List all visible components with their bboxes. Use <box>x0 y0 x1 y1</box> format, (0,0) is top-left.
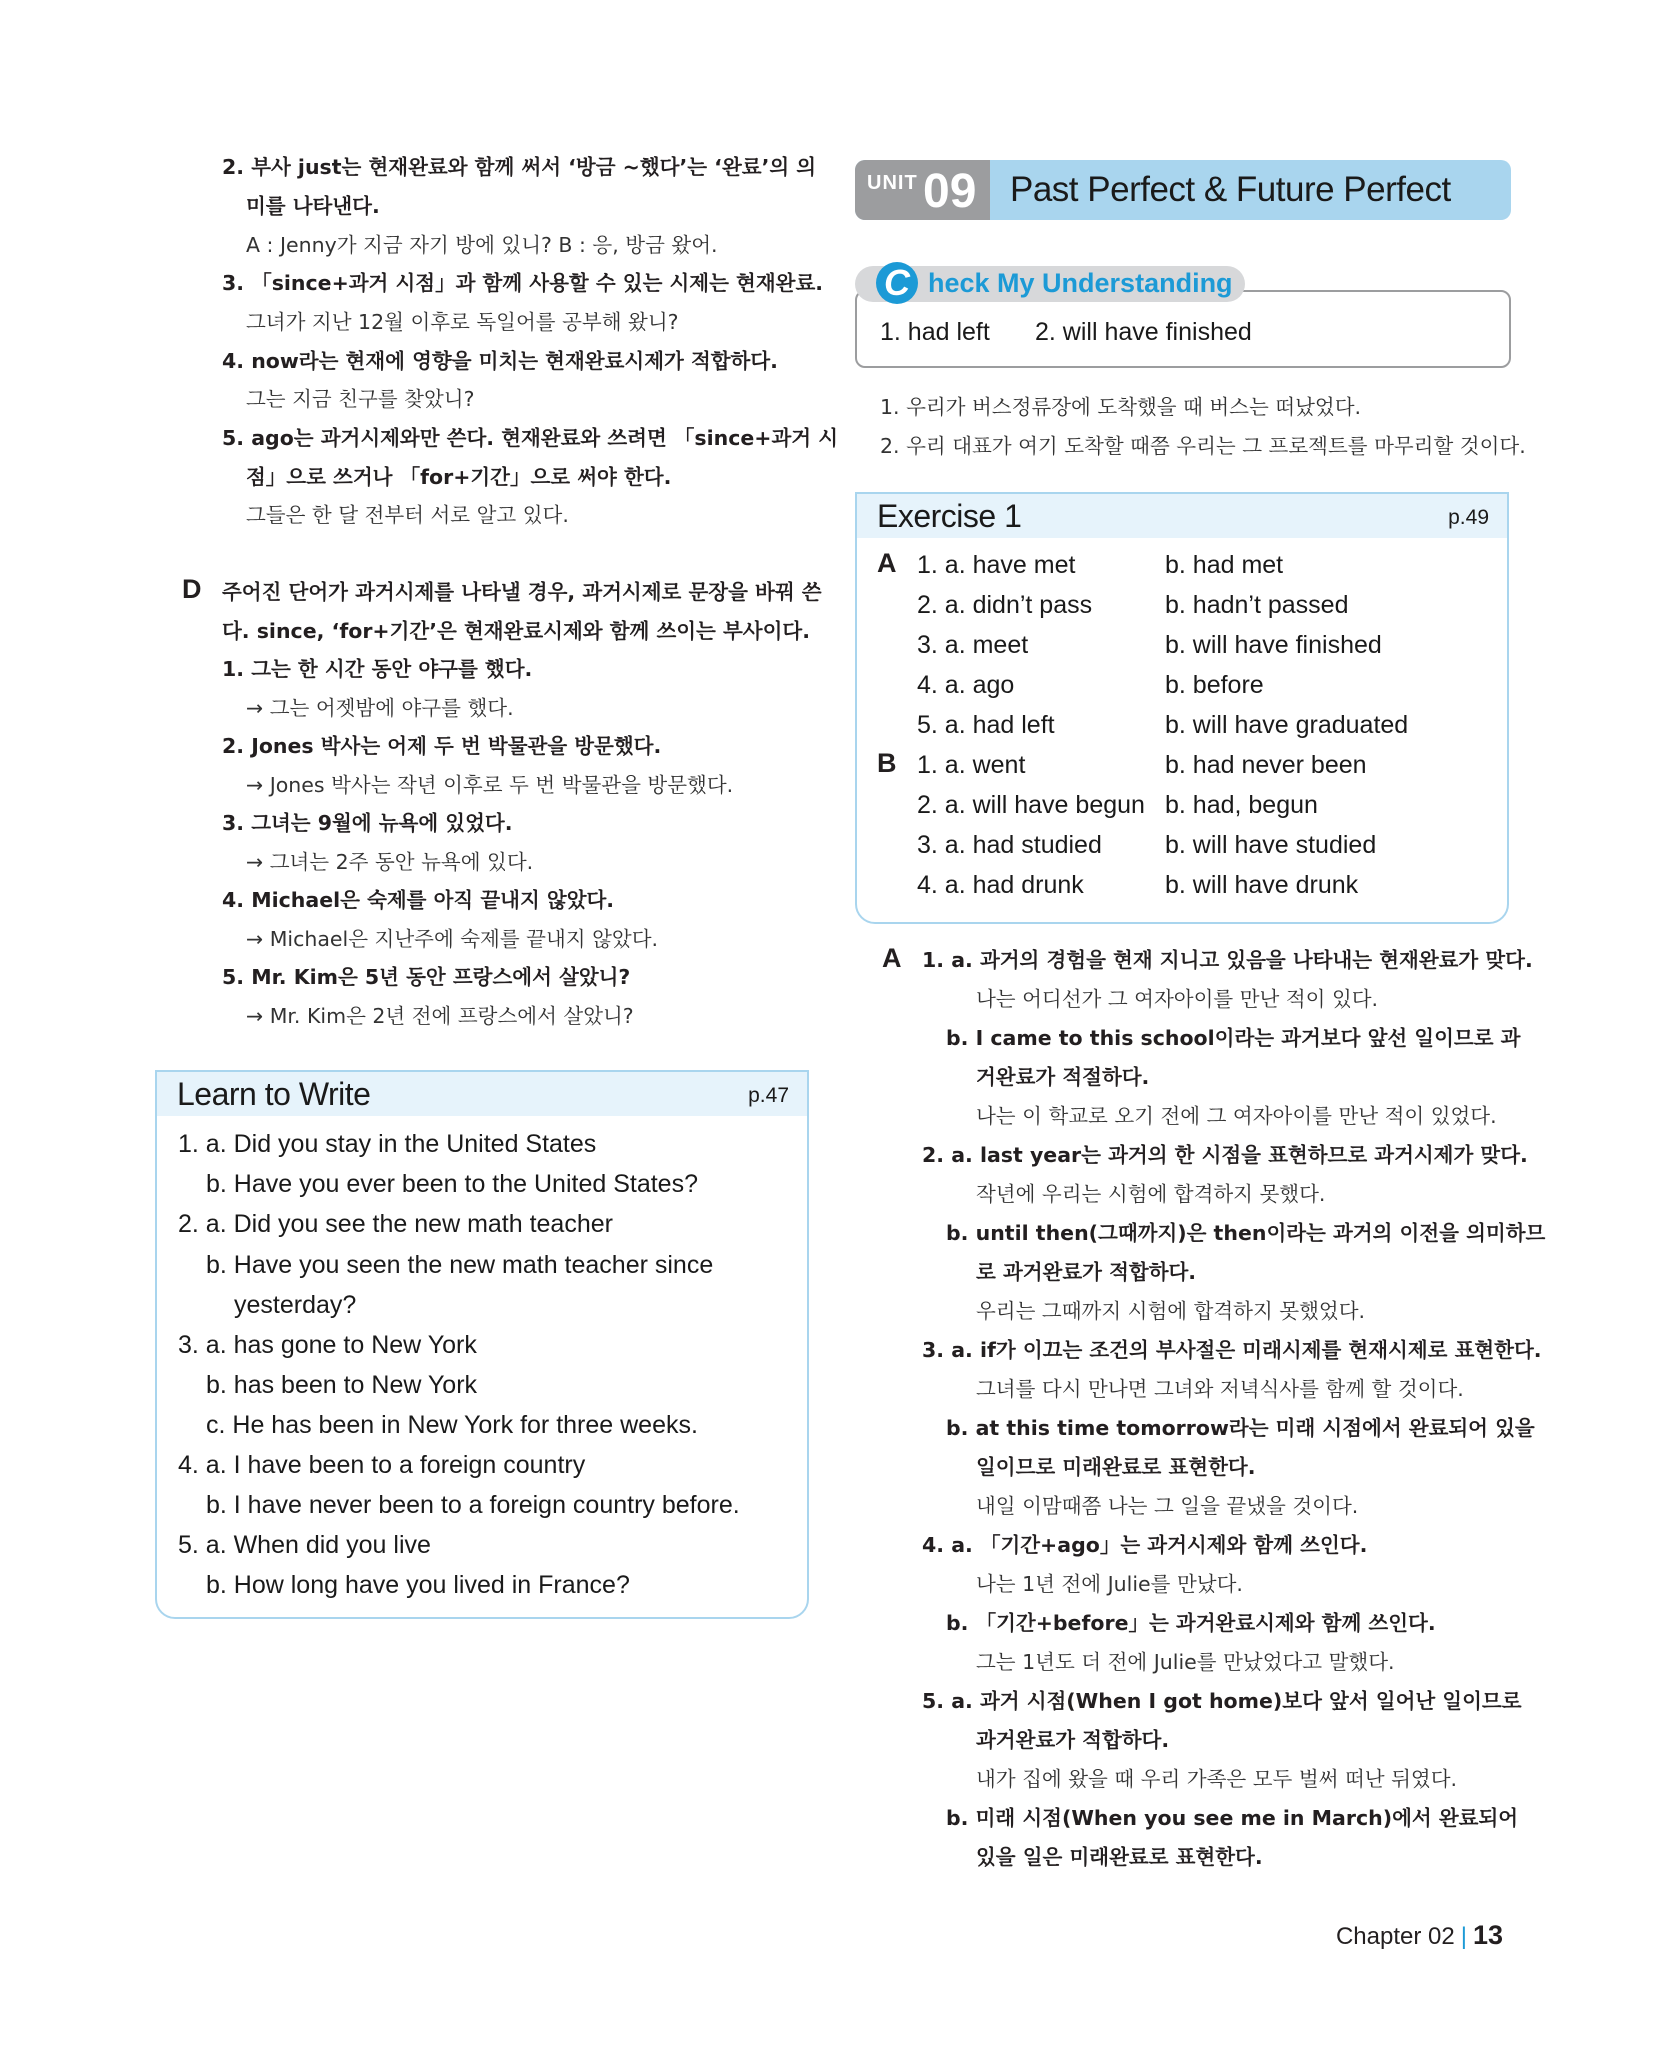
answer-line: 5. a. When did you live <box>178 1531 431 1559</box>
text-line: 점」으로 쓰거나 「for+기간」으로 써야 한다. <box>246 465 672 489</box>
answer-a: 3. a. meet <box>917 631 1029 659</box>
text-line: 다. since, ‘for+기간’은 현재완료시제와 함께 쓰이는 부사이다. <box>222 619 810 643</box>
check-understanding-title: heck My Understanding <box>928 268 1233 298</box>
text-line: b. until then(그때까지)은 then이라는 과거의 이전을 의미하므 <box>946 1221 1546 1245</box>
chapter-label: Chapter 02 <box>1335 1923 1455 1950</box>
text-line: b. 미래 시점(When you see me in March)에서 완료되어 <box>946 1806 1519 1830</box>
answer-line: b. I have never been to a foreign country before. <box>206 1491 740 1519</box>
answer-b: b. had met <box>1165 551 1284 579</box>
answer-b: b. will have studied <box>1165 831 1377 859</box>
unit-header <box>855 160 1511 220</box>
answer-b: b. will have finished <box>1165 631 1382 659</box>
text-line: 1. a. 과거의 경험을 현재 지니고 있음을 나타내는 현재완료가 맞다. <box>922 948 1533 972</box>
box-title: Learn to Write <box>177 1076 371 1112</box>
text-line: b. I came to this school이라는 과거보다 앞선 일이므로 과 <box>946 1026 1521 1050</box>
text-line: 내일 이맘때쯤 나는 그 일을 끝냈을 것이다. <box>976 1494 1359 1518</box>
answer-a: 1. a. went <box>917 751 1026 779</box>
text-line: 5. Mr. Kim은 5년 동안 프랑스에서 살았니? <box>222 965 631 989</box>
text-line: 주어진 단어가 과거시제를 나타낼 경우, 과거시제로 문장을 바꿔 쓴 <box>222 580 822 604</box>
text-line: 3. 그녀는 9월에 뉴욕에 있었다. <box>222 811 513 835</box>
text-line: 그는 1년도 더 전에 Julie를 만났었다고 말했다. <box>976 1650 1395 1674</box>
text-line: 4. a. 「기간+ago」는 과거시제와 함께 쓰인다. <box>922 1533 1368 1557</box>
check-note: 2. 우리 대표가 여기 도착할 때쯤 우리는 그 프로젝트를 마무리할 것이다. <box>880 434 1526 458</box>
answer-line: b. How long have you lived in France? <box>206 1571 630 1599</box>
text-line: → Mr. Kim은 2년 전에 프랑스에서 살았니? <box>246 1004 634 1028</box>
page-reference: p.47 <box>748 1084 789 1107</box>
answer-a: 5. a. had left <box>917 711 1055 739</box>
answer-a: 4. a. ago <box>917 671 1015 699</box>
text-line: 나는 이 학교로 오기 전에 그 여자아이를 만난 적이 있었다. <box>976 1104 1497 1128</box>
box-header <box>157 1072 807 1116</box>
answer-line: b. has been to New York <box>206 1371 478 1399</box>
answer-a: 3. a. had studied <box>917 831 1102 859</box>
text-line: 과거완료가 적합하다. <box>976 1728 1170 1752</box>
text-line: 우리는 그때까지 시험에 합격하지 못했었다. <box>976 1299 1366 1323</box>
text-line: A : Jenny가 지금 자기 방에 있니? B : 응, 방금 왔어. <box>246 233 718 257</box>
answer-a: 1. a. have met <box>917 551 1076 579</box>
answer-line: 2. a. Did you see the new math teacher <box>178 1210 613 1238</box>
text-line: 그들은 한 달 전부터 서로 알고 있다. <box>246 503 569 527</box>
answer-a: 4. a. had drunk <box>917 871 1084 899</box>
page-footer <box>1336 1920 1503 1951</box>
text-line: 4. Michael은 숙제를 아직 끝내지 않았다. <box>222 888 615 912</box>
text-line: 5. ago는 과거시제와만 쓴다. 현재완료와 쓰려면 「since+과거 시 <box>222 426 839 450</box>
answer-b: b. will have drunk <box>1165 871 1359 899</box>
text-line: 그는 지금 친구를 찾았니? <box>246 387 475 411</box>
unit-title: Past Perfect & Future Perfect <box>1010 170 1451 209</box>
text-line: 1. 그는 한 시간 동안 야구를 했다. <box>222 657 533 681</box>
box-header <box>857 494 1507 538</box>
text-line: 3. 「since+과거 시점」과 함께 사용할 수 있는 시제는 현재완료. <box>222 271 824 295</box>
answer-line: yesterday? <box>234 1291 357 1319</box>
unit-number: 09 <box>923 165 977 218</box>
unit-tag <box>855 160 990 220</box>
text-line: → 그는 어젯밤에 야구를 했다. <box>246 696 514 720</box>
text-line: b. at this time tomorrow라는 미래 시점에서 완료되어 있을 <box>946 1416 1535 1440</box>
footer-divider: | <box>1460 1923 1467 1950</box>
answer-line: b. Have you ever been to the United States? <box>206 1170 698 1198</box>
answer-b: b. had never been <box>1165 751 1367 779</box>
text-line: 그녀가 지난 12월 이후로 독일어를 공부해 왔니? <box>246 310 679 334</box>
text-line: 2. Jones 박사는 어제 두 번 박물관을 방문했다. <box>222 734 662 758</box>
page-reference: p.49 <box>1448 506 1489 529</box>
check-note: 1. 우리가 버스정류장에 도착했을 때 버스는 떠났었다. <box>880 395 1362 419</box>
text-line: 거완료가 적절하다. <box>976 1065 1150 1089</box>
text-line: 3. a. if가 이끄는 조건의 부사절은 미래시제를 현재시제로 표현한다. <box>922 1338 1542 1362</box>
answer-a: 2. a. will have begun <box>917 791 1145 819</box>
answer-b: b. had, begun <box>1165 791 1318 819</box>
answer-line: 1. a. Did you stay in the United States <box>178 1130 597 1158</box>
answer-line: b. Have you seen the new math teacher since <box>206 1251 714 1279</box>
answer-b: b. will have graduated <box>1165 711 1409 739</box>
text-line: b. 「기간+before」는 과거완료시제와 함께 쓰인다. <box>946 1611 1436 1635</box>
box-title: Exercise 1 <box>877 498 1022 534</box>
section-letter: D <box>182 574 202 604</box>
text-line: 5. a. 과거 시점(When I got home)보다 앞서 일어난 일이므로 <box>922 1689 1522 1713</box>
answer-b: b. hadn’t passed <box>1165 591 1349 619</box>
text-line: 2. a. last year는 과거의 한 시점을 표현하므로 과거시제가 맞다. <box>922 1143 1528 1167</box>
text-line: 나는 1년 전에 Julie를 만났다. <box>976 1572 1243 1596</box>
check-answer: 1. had left <box>880 318 990 346</box>
text-line: 일이므로 미래완료로 표현한다. <box>976 1455 1256 1479</box>
text-line: 작년에 우리는 시험에 합격하지 못했다. <box>976 1182 1326 1206</box>
text-line: → 그녀는 2주 동안 뉴욕에 있다. <box>246 850 534 874</box>
answer-line: 4. a. I have been to a foreign country <box>178 1451 586 1479</box>
text-line: 4. now라는 현재에 영향을 미치는 현재완료시제가 적합하다. <box>222 349 778 373</box>
section-letter: A <box>882 943 902 973</box>
text-line: 2. 부사 just는 현재완료와 함께 써서 ‘방금 ~했다’는 ‘완료’의 의 <box>222 155 817 179</box>
answer-line: 3. a. has gone to New York <box>178 1331 477 1359</box>
text-line: 그녀를 다시 만나면 그녀와 저녁식사를 함께 할 것이다. <box>976 1377 1464 1401</box>
answer-b: b. before <box>1165 671 1264 699</box>
text-line: 내가 집에 왔을 때 우리 가족은 모두 벌써 떠난 뒤였다. <box>976 1767 1458 1791</box>
unit-label: UNIT <box>867 172 918 194</box>
text-line: → Michael은 지난주에 숙제를 끝내지 않았다. <box>246 927 659 951</box>
text-line: 있을 일은 미래완료로 표현한다. <box>976 1845 1263 1869</box>
text-line: 로 과거완료가 적합하다. <box>976 1260 1197 1284</box>
group-letter: A <box>877 548 897 578</box>
text-line: 미를 나타낸다. <box>246 194 380 218</box>
check-c-icon: C <box>876 262 918 304</box>
text-line: 나는 어디선가 그 여자아이를 만난 적이 있다. <box>976 987 1379 1011</box>
text-line: → Jones 박사는 작년 이후로 두 번 박물관을 방문했다. <box>246 773 734 797</box>
group-letter: B <box>877 748 897 778</box>
page-number: 13 <box>1472 1920 1503 1950</box>
answer-line: c. He has been in New York for three weeks. <box>206 1411 698 1439</box>
answer-a: 2. a. didn’t pass <box>917 591 1093 619</box>
check-answer: 2. will have finished <box>1035 318 1252 346</box>
